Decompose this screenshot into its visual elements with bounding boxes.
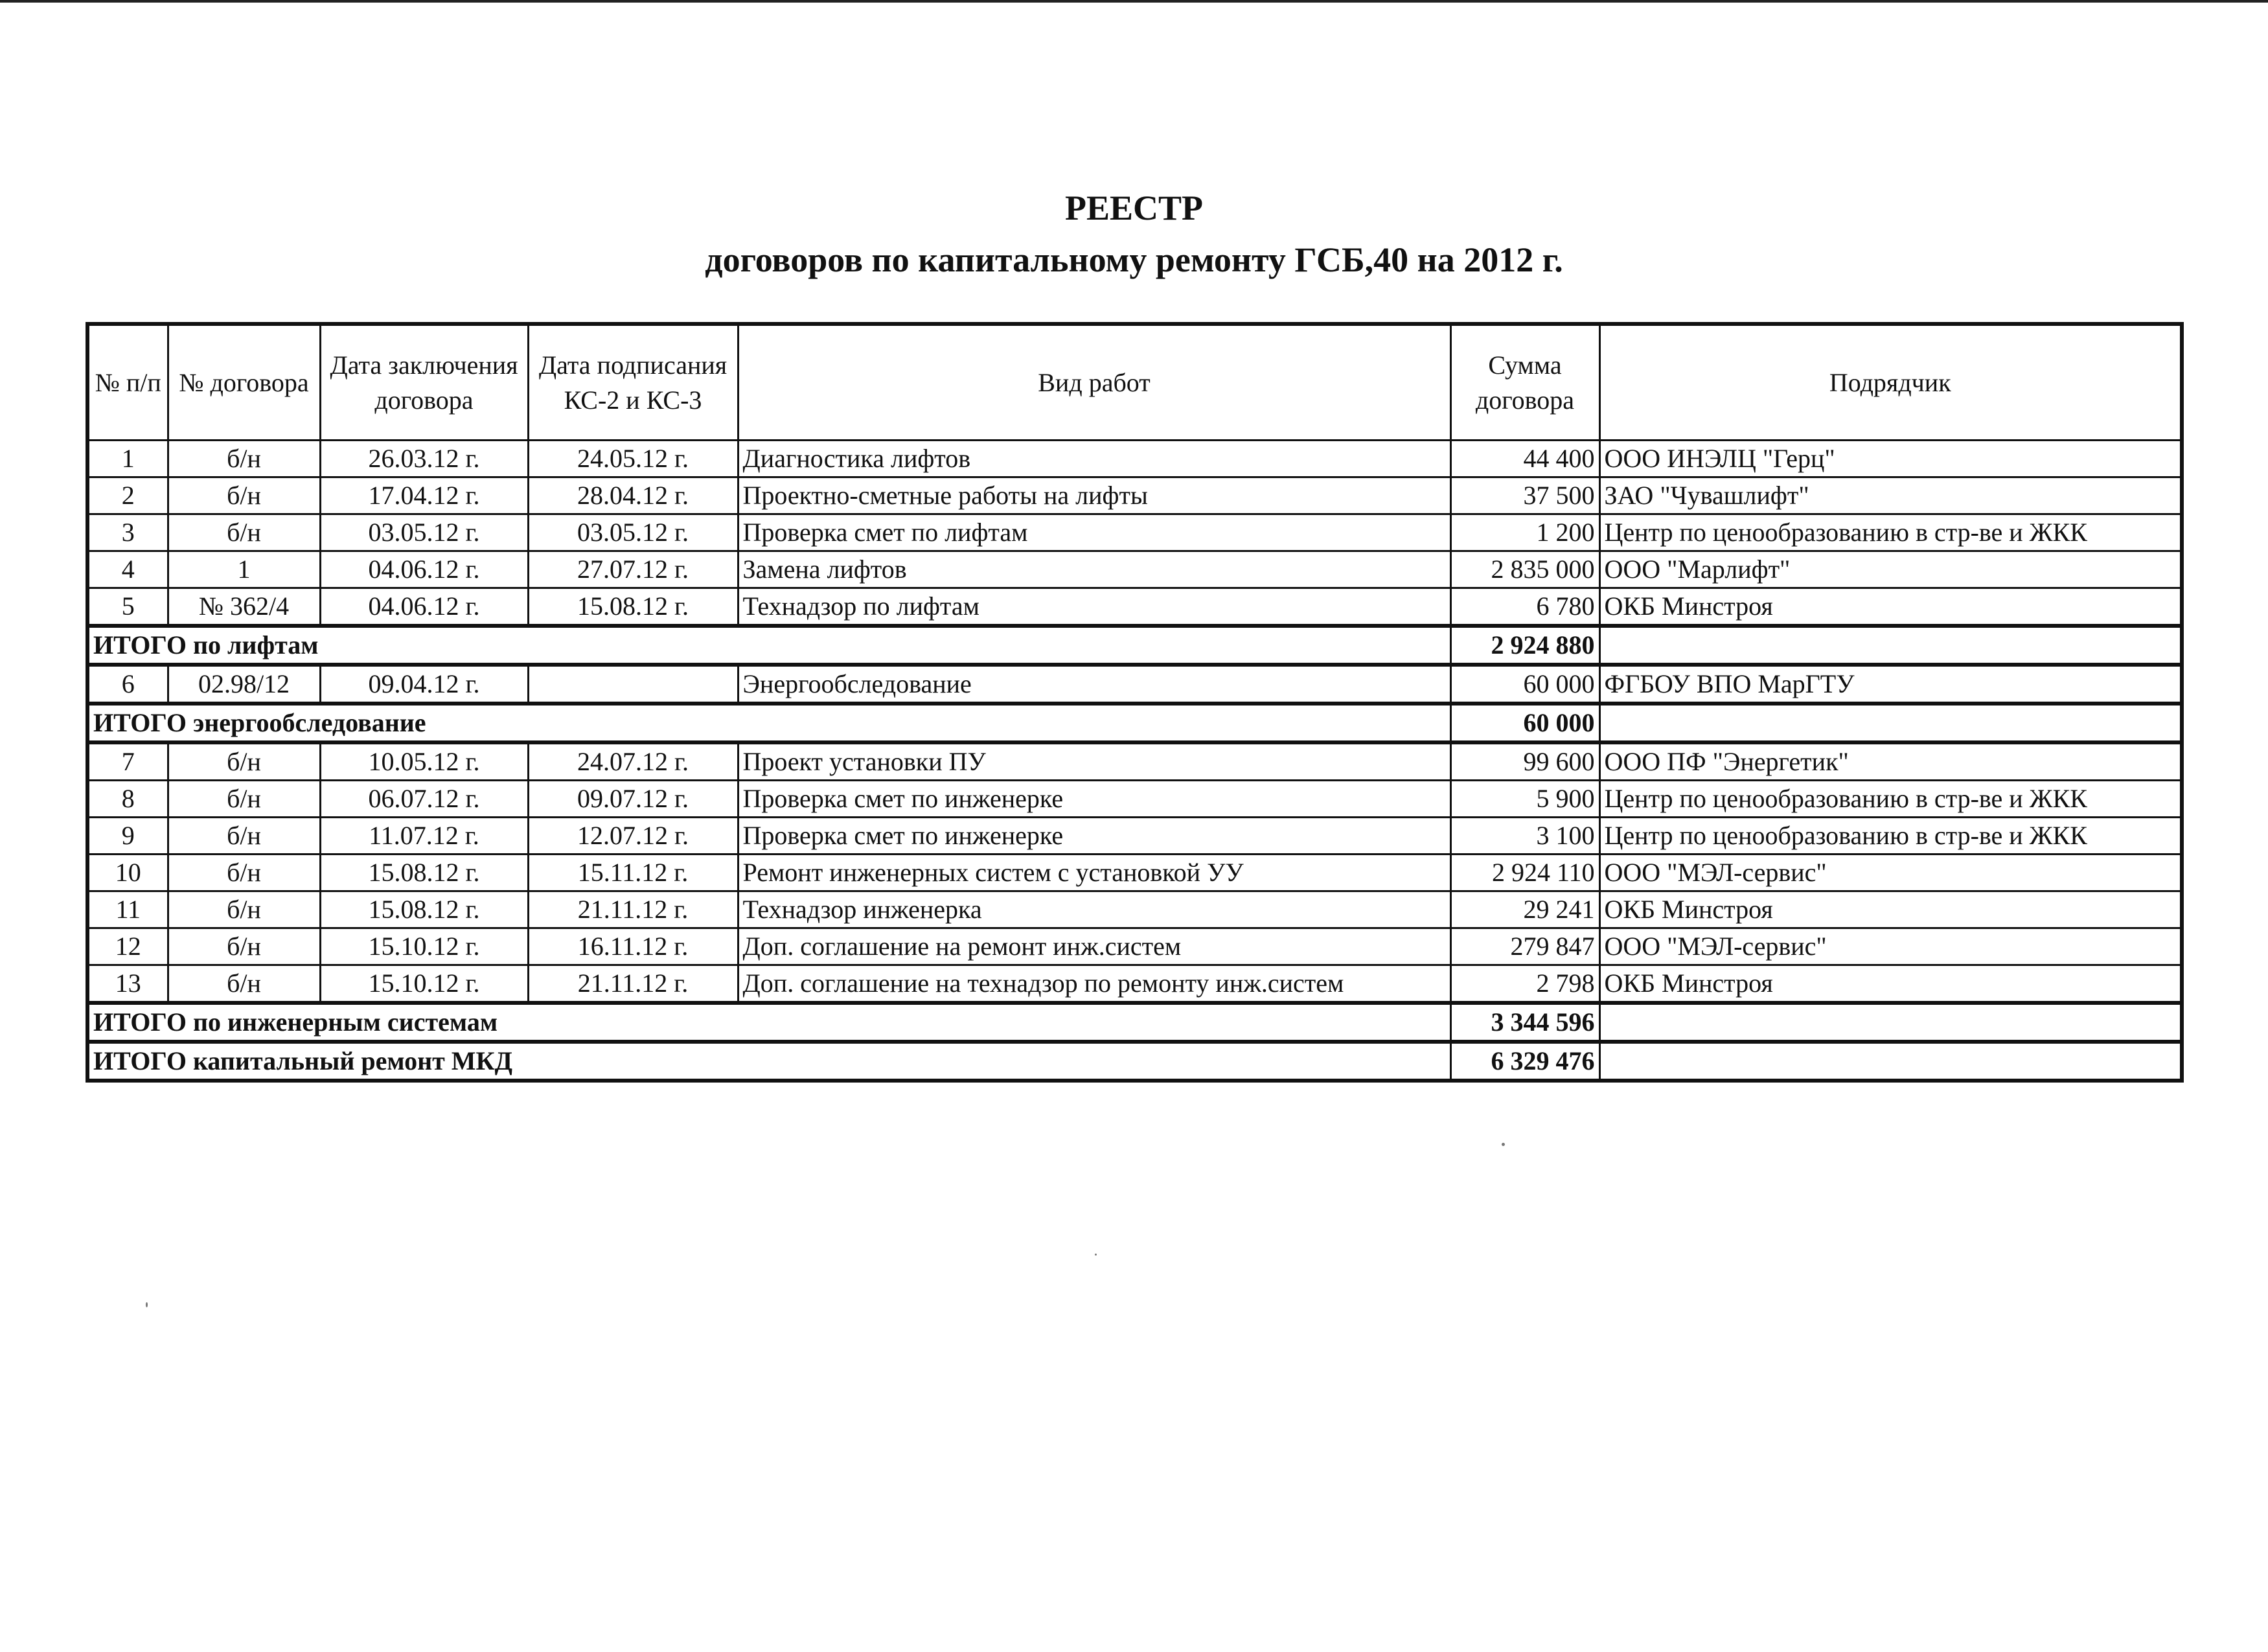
- document-subtitle: договоров по капитальному ремонту ГСБ,40 на 2012 г.: [705, 240, 1563, 279]
- subtotal-empty-cell: [1599, 704, 2182, 742]
- cell-contract-no: б/н: [168, 514, 320, 551]
- cell-contractor: Центр по ценообразованию в стр-ве и ЖКК: [1599, 818, 2182, 855]
- cell-amount: 60 000: [1450, 665, 1599, 704]
- cell-date-signed: 10.05.12 г.: [320, 742, 528, 781]
- cell-contractor: ЗАО "Чувашлифт": [1599, 477, 2182, 514]
- cell-contract-no: 1: [168, 551, 320, 588]
- cell-date-ks: 09.07.12 г.: [528, 781, 738, 818]
- grand-total-label: ИТОГО капитальный ремонт МКД: [87, 1042, 1450, 1081]
- cell-num: 7: [87, 742, 168, 781]
- cell-work-type: Диагностика лифтов: [738, 441, 1450, 477]
- header-work-type: Вид работ: [738, 324, 1450, 441]
- header-date-signed: Дата заключения договора: [320, 324, 528, 441]
- cell-contract-no: б/н: [168, 891, 320, 928]
- scan-top-edge: [0, 0, 2268, 3]
- subtotal-empty-cell: [1599, 1003, 2182, 1042]
- cell-date-ks: 12.07.12 г.: [528, 818, 738, 855]
- cell-work-type: Доп. соглашение на ремонт инж.систем: [738, 928, 1450, 965]
- subtotal-amount: 3 344 596: [1450, 1003, 1599, 1042]
- cell-num: 12: [87, 928, 168, 965]
- table-row: [87, 665, 2182, 704]
- subtotal-row: [87, 1003, 2182, 1042]
- grand-total-empty-cell: [1599, 1042, 2182, 1081]
- cell-work-type: Ремонт инженерных систем с установкой УУ: [738, 855, 1450, 891]
- header-amount: Сумма договора: [1450, 324, 1599, 441]
- cell-date-ks: 28.04.12 г.: [528, 477, 738, 514]
- cell-amount: 2 924 110: [1450, 855, 1599, 891]
- cell-num: 11: [87, 891, 168, 928]
- table-row: [87, 441, 2182, 477]
- cell-work-type: Проект установки ПУ: [738, 742, 1450, 781]
- subtotal-amount: 60 000: [1450, 704, 1599, 742]
- cell-date-signed: 03.05.12 г.: [320, 514, 528, 551]
- subtotal-label: ИТОГО по инженерным системам: [87, 1003, 1450, 1042]
- cell-contract-no: б/н: [168, 781, 320, 818]
- cell-contractor: Центр по ценообразованию в стр-ве и ЖКК: [1599, 781, 2182, 818]
- subtotal-empty-cell: [1599, 626, 2182, 665]
- cell-amount: 6 780: [1450, 588, 1599, 626]
- cell-date-ks: 16.11.12 г.: [528, 928, 738, 965]
- table-row: [87, 477, 2182, 514]
- cell-date-signed: 11.07.12 г.: [320, 818, 528, 855]
- table-row: [87, 551, 2182, 588]
- cell-contractor: ОКБ Минстроя: [1599, 965, 2182, 1004]
- cell-contractor: Центр по ценообразованию в стр-ве и ЖКК: [1599, 514, 2182, 551]
- cell-date-signed: 17.04.12 г.: [320, 477, 528, 514]
- cell-amount: 37 500: [1450, 477, 1599, 514]
- table-row: [87, 818, 2182, 855]
- subtotal-label: ИТОГО энергообследование: [87, 704, 1450, 742]
- cell-num: 9: [87, 818, 168, 855]
- subtotal-row: [87, 704, 2182, 742]
- table-row: [87, 588, 2182, 626]
- cell-contractor: ООО ИНЭЛЦ "Герц": [1599, 441, 2182, 477]
- table-row: [87, 514, 2182, 551]
- cell-work-type: Технадзор по лифтам: [738, 588, 1450, 626]
- cell-contract-no: № 362/4: [168, 588, 320, 626]
- cell-contractor: ОКБ Минстроя: [1599, 588, 2182, 626]
- cell-date-signed: 26.03.12 г.: [320, 441, 528, 477]
- cell-contract-no: б/н: [168, 441, 320, 477]
- cell-work-type: Энергообследование: [738, 665, 1450, 704]
- cell-date-signed: 15.10.12 г.: [320, 928, 528, 965]
- cell-date-signed: 04.06.12 г.: [320, 551, 528, 588]
- cell-contractor: ООО "МЭЛ-сервис": [1599, 928, 2182, 965]
- cell-date-signed: 06.07.12 г.: [320, 781, 528, 818]
- cell-date-ks: 27.07.12 г.: [528, 551, 738, 588]
- cell-date-signed: 15.08.12 г.: [320, 891, 528, 928]
- table-header-row: [87, 324, 2182, 441]
- cell-contractor: ООО ПФ "Энергетик": [1599, 742, 2182, 781]
- cell-contractor: ФГБОУ ВПО МарГТУ: [1599, 665, 2182, 704]
- cell-date-signed: 04.06.12 г.: [320, 588, 528, 626]
- cell-amount: 5 900: [1450, 781, 1599, 818]
- cell-date-ks: 03.05.12 г.: [528, 514, 738, 551]
- cell-num: 6: [87, 665, 168, 704]
- cell-date-ks: 15.11.12 г.: [528, 855, 738, 891]
- header-num: № п/п: [87, 324, 168, 441]
- cell-work-type: Проектно-сметные работы на лифты: [738, 477, 1450, 514]
- grand-total-row: [87, 1042, 2182, 1081]
- cell-amount: 44 400: [1450, 441, 1599, 477]
- cell-num: 2: [87, 477, 168, 514]
- cell-amount: 99 600: [1450, 742, 1599, 781]
- cell-amount: 279 847: [1450, 928, 1599, 965]
- cell-contractor: ООО "МЭЛ-сервис": [1599, 855, 2182, 891]
- scan-speck: [1502, 1143, 1505, 1146]
- cell-num: 5: [87, 588, 168, 626]
- subtotal-amount: 2 924 880: [1450, 626, 1599, 665]
- scan-speck: [146, 1302, 148, 1307]
- cell-contractor: ОКБ Минстроя: [1599, 891, 2182, 928]
- cell-num: 1: [87, 441, 168, 477]
- cell-contract-no: б/н: [168, 855, 320, 891]
- cell-work-type: Проверка смет по инженерке: [738, 781, 1450, 818]
- cell-work-type: Проверка смет по инженерке: [738, 818, 1450, 855]
- document-title: РЕЕСТР: [1064, 189, 1204, 227]
- cell-date-signed: 15.10.12 г.: [320, 965, 528, 1004]
- cell-date-ks: [528, 665, 738, 704]
- header-contract-no: № договора: [168, 324, 320, 441]
- table-row: [87, 965, 2182, 1004]
- cell-date-signed: 15.08.12 г.: [320, 855, 528, 891]
- cell-amount: 2 835 000: [1450, 551, 1599, 588]
- cell-num: 13: [87, 965, 168, 1004]
- table-body: [87, 441, 2182, 1081]
- cell-work-type: Технадзор инженерка: [738, 891, 1450, 928]
- cell-work-type: Проверка смет по лифтам: [738, 514, 1450, 551]
- cell-contract-no: б/н: [168, 818, 320, 855]
- cell-num: 8: [87, 781, 168, 818]
- cell-amount: 1 200: [1450, 514, 1599, 551]
- cell-date-ks: 24.07.12 г.: [528, 742, 738, 781]
- cell-work-type: Замена лифтов: [738, 551, 1450, 588]
- contracts-register-table: [86, 322, 2184, 1083]
- cell-contract-no: б/н: [168, 742, 320, 781]
- cell-num: 3: [87, 514, 168, 551]
- cell-amount: 3 100: [1450, 818, 1599, 855]
- cell-date-ks: 21.11.12 г.: [528, 965, 738, 1004]
- table-row: [87, 781, 2182, 818]
- cell-contract-no: 02.98/12: [168, 665, 320, 704]
- cell-amount: 2 798: [1450, 965, 1599, 1004]
- cell-contractor: ООО "Марлифт": [1599, 551, 2182, 588]
- grand-total-amount: 6 329 476: [1450, 1042, 1599, 1081]
- table-row: [87, 855, 2182, 891]
- subtotal-label: ИТОГО по лифтам: [87, 626, 1450, 665]
- cell-work-type: Доп. соглашение на технадзор по ремонту инж.систем: [738, 965, 1450, 1004]
- cell-num: 4: [87, 551, 168, 588]
- cell-date-ks: 15.08.12 г.: [528, 588, 738, 626]
- cell-contract-no: б/н: [168, 477, 320, 514]
- subtotal-row: [87, 626, 2182, 665]
- cell-contract-no: б/н: [168, 965, 320, 1004]
- scan-speck: [1095, 1254, 1097, 1256]
- header-contractor: Подрядчик: [1599, 324, 2182, 441]
- cell-num: 10: [87, 855, 168, 891]
- cell-date-signed: 09.04.12 г.: [320, 665, 528, 704]
- table-row: [87, 742, 2182, 781]
- table-row: [87, 928, 2182, 965]
- cell-amount: 29 241: [1450, 891, 1599, 928]
- header-date-ks: Дата подписания КС-2 и КС-3: [528, 324, 738, 441]
- cell-date-ks: 21.11.12 г.: [528, 891, 738, 928]
- cell-date-ks: 24.05.12 г.: [528, 441, 738, 477]
- table-row: [87, 891, 2182, 928]
- cell-contract-no: б/н: [168, 928, 320, 965]
